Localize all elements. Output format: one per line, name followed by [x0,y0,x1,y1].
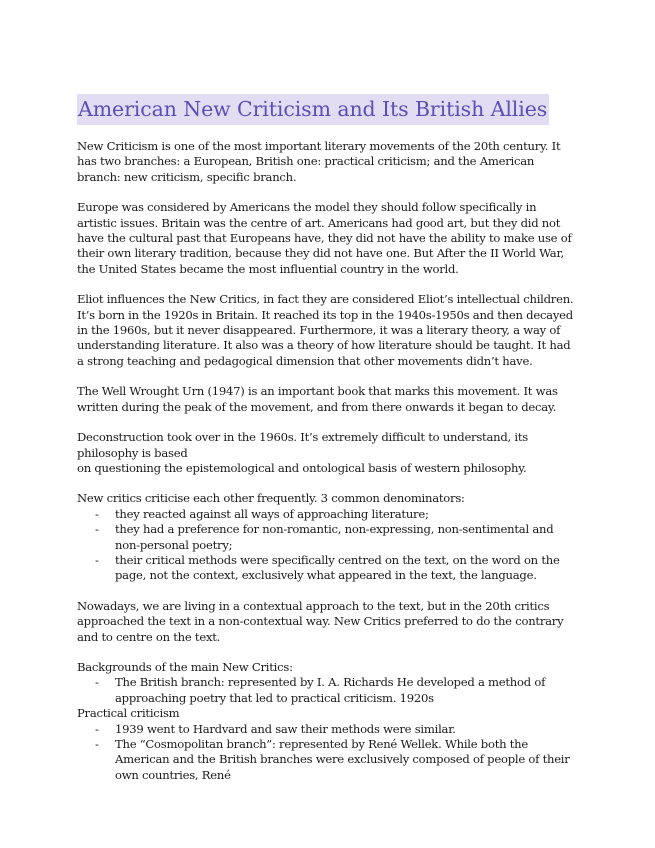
paragraph-denominators-intro: New critics criticise each other frequently. 3 common denominators: [77,491,465,506]
backgrounds-list-continued [77,722,579,784]
paragraph-eliot: Eliot influences the New Critics, in fact they are considered Eliot’s intellectual children. It’s born in the 1920s in Britain. It reached its top in the 1940s-1950s and then decayed in the 1960s, but it never disappeared. Furthermore, it was a literary theory, a way of understanding literature. It also was a theory of how literature should be taught. It had a strong teaching and pedagogical dimension that other movements didn’t have. [77,292,574,368]
paragraph-deconstruction-line1: Deconstruction took over in the 1960s. It’s extremely difficult to understand, its philosophy is based [77,430,528,460]
list-item-text: their critical methods were specifically centred on the text, on the word on the page, not the context, exclusively what appeared in the text, the language. [115,552,560,583]
list-item [77,737,579,783]
title-heading: American New Criticism and Its British Allies [77,94,549,125]
list-item [77,722,579,737]
list-item [77,507,579,522]
dash-bullet: - [95,552,99,567]
backgrounds-list [77,675,579,706]
dash-bullet: - [95,522,99,537]
list-item [77,553,579,584]
list-item-text: they had a preference for non-romantic, non-expressing, non-sentimental and non-personal poetry; [115,522,554,552]
list-item [77,522,579,553]
dash-bullet: - [95,721,99,736]
list-item-text: The “Cosmopolitan branch”: represented by René Wellek. While both the American and the British branches were exclusively composed of people of their own countries, René [115,737,570,782]
paragraph-intro: New Criticism is one of the most important literary movements of the 20th century. It has two branches: a European, British one: practical criticism; and the American branch: new criticism, specific branch. [77,139,561,184]
paragraph-deconstruction [77,430,579,476]
list-item-text: The British branch: represented by I. A. Richards He developed a method of approaching poetry that led to practical criticism. 1920s [115,675,546,705]
dash-bullet: - [95,737,99,751]
list-item-text: they reacted against all ways of approaching literature; [115,506,429,521]
paragraph-backgrounds-intro: Backgrounds of the main New Critics: [77,659,293,674]
dash-bullet: - [95,675,99,690]
list-item [77,675,579,706]
paragraph-well-wrought-urn: The Well Wrought Urn (1947) is an important book that marks this movement. It was written during the peak of the movement, and from there onwards it began to decay. [77,384,558,414]
paragraph-deconstruction-line2: on questioning the epistemological and ontological basis of western philosophy. [77,460,527,475]
document-title [77,94,579,139]
list-item-text: 1939 went to Hardvard and saw their methods were similar. [115,721,456,736]
paragraph-europe: Europe was considered by Americans the model they should follow specifically in artistic issues. Britain was the centre of art. Americans had good art, but they did not have the cultural past that Europeans have, they did not have the ability to make use of their own literary tradition, because they did not have one. But After the II World War, the United States became the most influential country in the world. [77,200,572,276]
denominators-list [77,507,579,584]
practical-criticism-label: Practical criticism [77,706,180,721]
dash-bullet: - [95,506,99,521]
paragraph-contextual: Nowadays, we are living in a contextual approach to the text, but in the 20th critics approached the text in a non-contextual way. New Critics preferred to do the contrary and to centre on the text. [77,598,564,644]
